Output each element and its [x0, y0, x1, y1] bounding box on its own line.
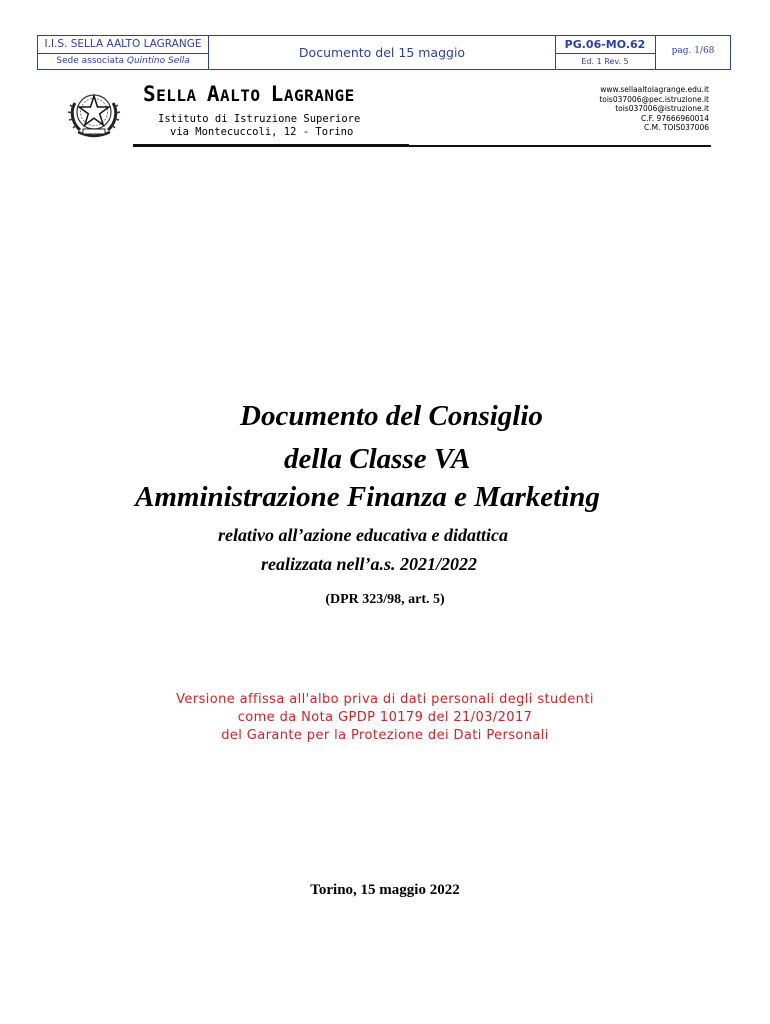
privacy-notice-line-2: come da Nota GPDP 10179 del 21/03/2017 — [237, 710, 533, 725]
brand-word: ALTO — [219, 86, 261, 105]
main-title-line-2: della Classe VA — [284, 443, 471, 475]
header-document-title: Documento del 15 maggio — [298, 45, 466, 60]
subtitle-line-2: realizzata nell’a.s. 2021/2022 — [261, 554, 478, 574]
sede-associata — [38, 56, 208, 66]
sede-prefix: Sede associata — [56, 56, 127, 66]
brand-word: AGRANGE — [283, 86, 355, 105]
privacy-notice-line-1: Versione affissa all'albo priva di dati personali degli studenti — [176, 692, 594, 707]
email: tois037006@istruzione.it — [615, 104, 709, 114]
website: www.sellaaltolagrange.edu.it — [600, 85, 709, 94]
school-name: I.I.S. SELLA AALTO LAGRANGE — [44, 38, 202, 50]
legal-reference: (DPR 323/98, art. 5) — [325, 592, 445, 607]
main-title-line-1: Documento del Consiglio — [240, 400, 543, 432]
header-divider — [555, 53, 655, 54]
mechanographic-code: C.M. TOIS037006 — [644, 123, 709, 133]
header-divider — [38, 53, 208, 54]
contact-block — [599, 85, 709, 133]
document-edition: Ed. 1 Rev. 5 — [581, 57, 629, 66]
document-header-table — [37, 35, 731, 70]
sede-name: Quintino Sella — [126, 56, 190, 66]
brand-initial: S — [143, 82, 157, 106]
brand-initial: L — [270, 82, 284, 106]
institute-type: Istituto di Istruzione Superiore — [158, 113, 361, 125]
page-number: pag. 1/68 — [671, 46, 715, 56]
school-address: via Montecuccoli, 12 - Torino — [170, 126, 354, 138]
main-title-line-3: Amministrazione Finanza e Marketing — [135, 481, 600, 513]
fiscal-code: C.F. 97666960014 — [641, 113, 709, 123]
pec-email: tois037006@pec.istruzione.it — [599, 94, 709, 104]
letterhead-rule-accent — [133, 144, 409, 147]
privacy-notice-line-3: del Garante per la Protezione dei Dati Personali — [221, 728, 549, 743]
italian-republic-emblem-icon — [66, 85, 122, 141]
brand-word: ELLA — [156, 86, 197, 105]
subtitle-line-1: relativo all’azione educativa e didattica — [218, 525, 508, 545]
document-code: PG.06-MO.62 — [564, 38, 646, 51]
document-date: Torino, 15 maggio 2022 — [310, 882, 460, 898]
school-brand-name — [143, 82, 355, 106]
brand-initial: A — [206, 82, 220, 106]
